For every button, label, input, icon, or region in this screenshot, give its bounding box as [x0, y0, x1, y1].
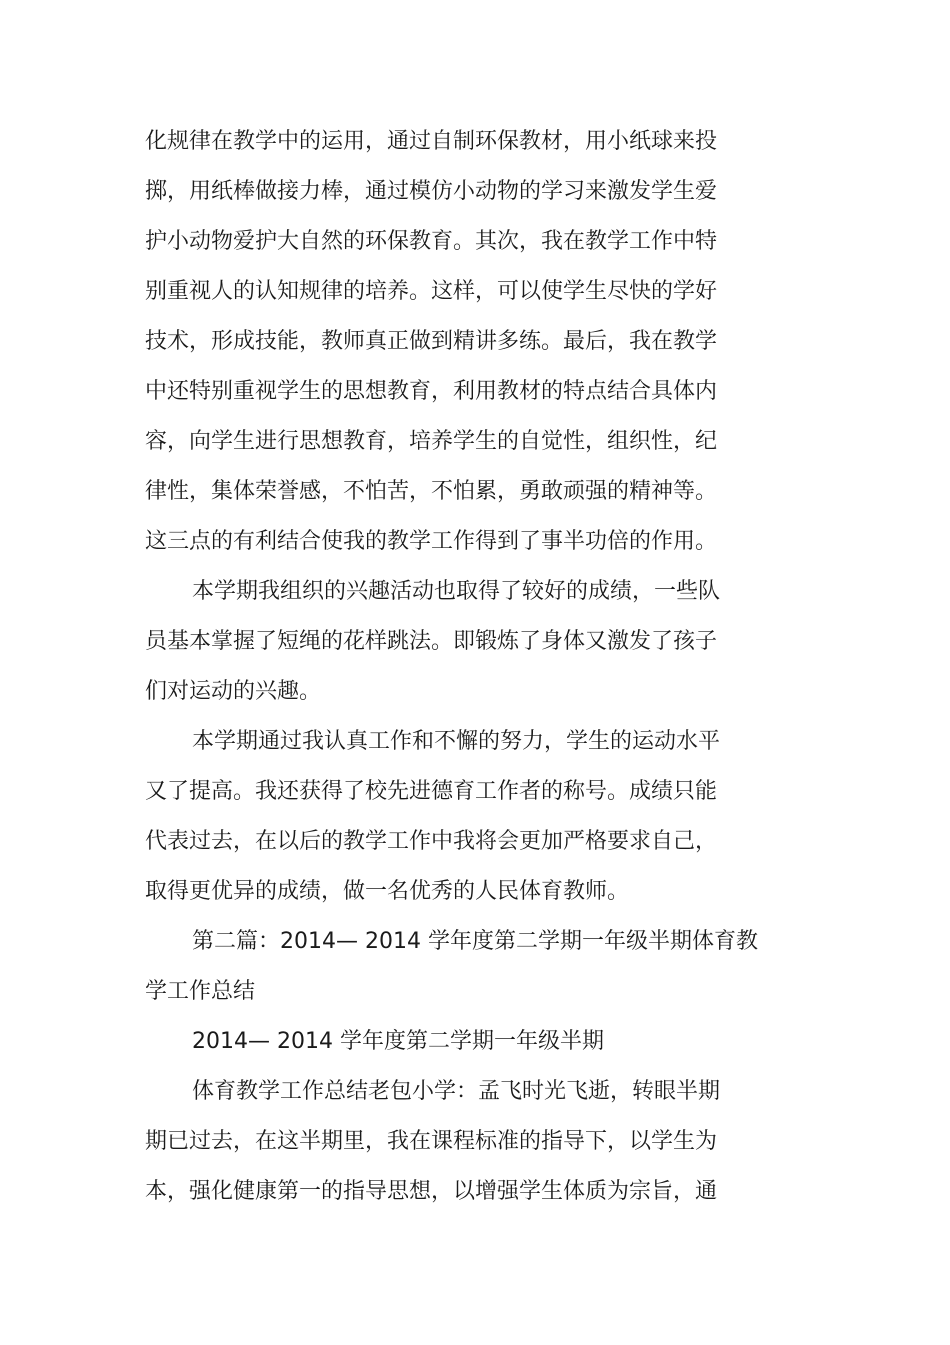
text-line-15: 代表过去，在以后的教学工作中我将会更加严格要求自己，: [145, 829, 718, 854]
text-line-13: 本学期通过我认真工作和不懈的努力，学生的运动水平: [192, 729, 721, 754]
text-line-7: 容，向学生进行思想教育，培养学生的自觉性，组织性，纪: [145, 429, 718, 454]
section-heading-line-1: 第二篇：2014— 2014 学年度第二学期一年级半期体育教: [192, 929, 758, 954]
text-line-5: 技术，形成技能，教师真正做到精讲多练。最后，我在教学: [145, 329, 718, 354]
text-line-6: 中还特别重视学生的思想教育，利用教材的特点结合具体内: [145, 379, 718, 404]
text-line-1: 化规律在教学中的运用，通过自制环保教材，用小纸球来投: [145, 129, 718, 154]
text-line-8: 律性，集体荣誉感，不怕苦，不怕累，勇敢顽强的精神等。: [145, 479, 718, 504]
text-line-11: 员基本掌握了短绳的花样跳法。即锻炼了身体又激发了孩子: [145, 629, 718, 654]
text-line-4: 别重视人的认知规律的培养。这样，可以使学生尽快的学好: [145, 279, 718, 304]
text-line-9: 这三点的有利结合使我的教学工作得到了事半功倍的作用。: [145, 529, 718, 554]
section-heading-line-2: 学工作总结: [145, 979, 256, 1004]
text-line-2: 掷，用纸棒做接力棒，通过模仿小动物的学习来激发学生爱: [145, 179, 718, 204]
text-line-16: 取得更优异的成绩，做一名优秀的人民体育教师。: [145, 879, 630, 904]
text-line-10: 本学期我组织的兴趣活动也取得了较好的成绩，一些队: [192, 579, 721, 604]
text-line-18: 期已过去，在这半期里，我在课程标准的指导下，以学生为: [145, 1129, 718, 1154]
text-line-17: 体育教学工作总结老包小学：孟飞时光飞逝，转眼半期: [192, 1079, 721, 1104]
text-line-3: 护小动物爱护大自然的环保教育。其次，我在教学工作中特: [145, 229, 718, 254]
text-line-14: 又了提高。我还获得了校先进德育工作者的称号。成绩只能: [145, 779, 718, 804]
text-line-12: 们对运动的兴趣。: [145, 679, 322, 704]
text-line-19: 本，强化健康第一的指导思想，以增强学生体质为宗旨，通: [145, 1179, 718, 1204]
subtitle-line: 2014— 2014 学年度第二学期一年级半期: [192, 1029, 604, 1054]
